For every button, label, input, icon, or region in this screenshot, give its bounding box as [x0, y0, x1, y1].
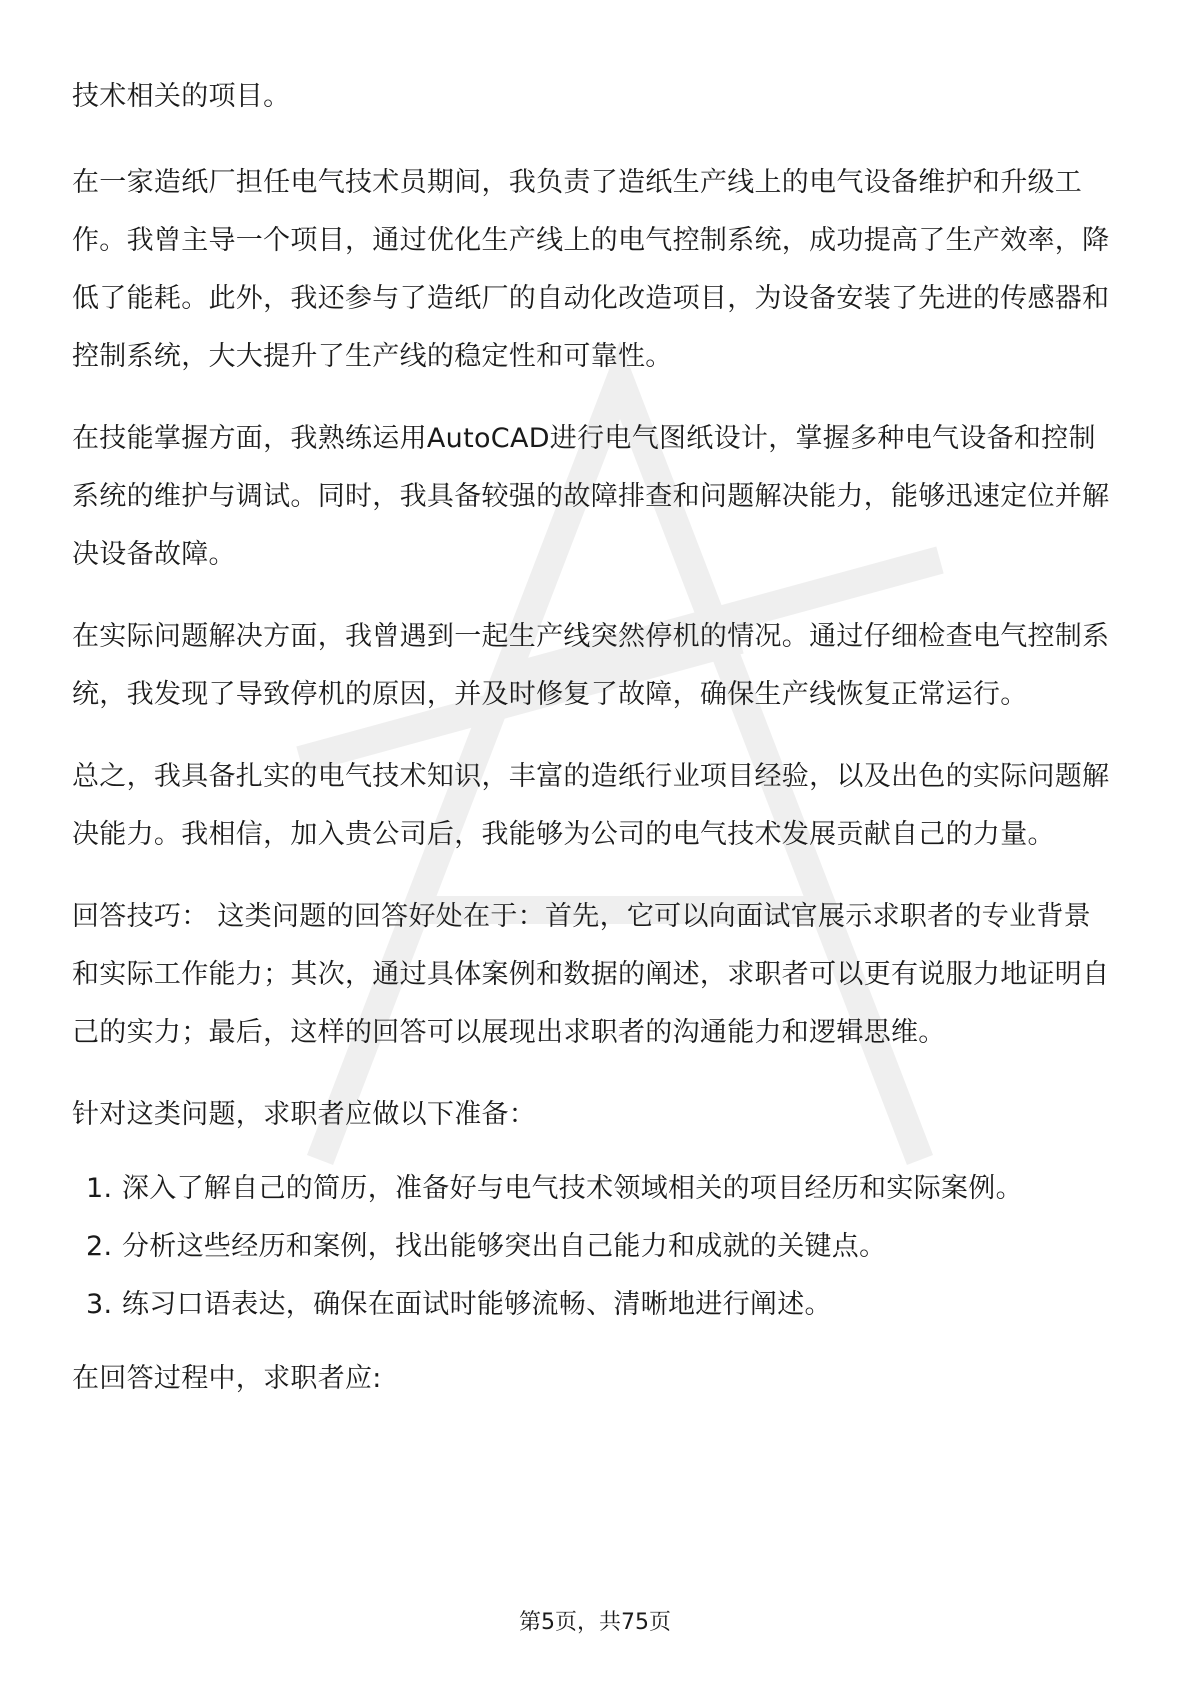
paragraph-5: 总之，我具备扎实的电气技术知识，丰富的造纸行业项目经验，以及出色的实际问题解决能力。我相信，加入贵公司后，我能够为公司的电气技术发展贡献自己的力量。 — [72, 761, 1110, 850]
paragraph-4: 在实际问题解决方面，我曾遇到一起生产线突然停机的情况。通过仔细检查电气控制系统，我发现了导致停机的原因，并及时修复了故障，确保生产线恢复正常运行。 — [72, 621, 1110, 710]
preparation-list — [72, 1160, 1118, 1334]
paragraph-1: 技术相关的项目。 — [72, 81, 291, 112]
list-item — [86, 1218, 1118, 1276]
closing-paragraph: 在回答过程中，求职者应: — [72, 1363, 382, 1394]
paragraph-2: 在一家造纸厂担任电气技术员期间，我负责了造纸生产线上的电气设备维护和升级工作。我曾主导一个项目，通过优化生产线上的电气控制系统，成功提高了生产效率，降低了能耗。此外，我还参与了造纸厂的自动化改造项目，为设备安装了先进的传感器和控制系统，大大提升了生产线的稳定性和可靠性。 — [72, 167, 1110, 372]
list-item-text: 深入了解自己的简历，准备好与电气技术领域相关的项目经历和实际案例。 — [122, 1173, 1023, 1204]
page-number-footer: 第5页，共75页 — [519, 1610, 671, 1635]
paragraph-3: 在技能掌握方面，我熟练运用AutoCAD进行电气图纸设计，掌握多种电气设备和控制系统的维护与调试。同时，我具备较强的故障排查和问题解决能力，能够迅速定位并解决设备故障。 — [72, 423, 1110, 570]
list-item — [86, 1160, 1118, 1218]
list-item-text: 练习口语表达，确保在面试时能够流畅、清晰地进行阐述。 — [122, 1289, 832, 1320]
paragraph-6: 回答技巧： 这类问题的回答好处在于：首先，它可以向面试官展示求职者的专业背景和实际工作能力；其次，通过具体案例和数据的阐述，求职者可以更有说服力地证明自己的实力；最后，这样的回答可以展现出求职者的沟通能力和逻辑思维。 — [72, 901, 1110, 1048]
list-item-number: 1. — [86, 1173, 113, 1204]
list-item-text: 分析这些经历和案例，找出能够突出自己能力和成就的关键点。 — [122, 1231, 887, 1262]
list-item — [86, 1276, 1118, 1334]
document-body — [72, 68, 1118, 1432]
paragraph-7: 针对这类问题，求职者应做以下准备： — [72, 1099, 537, 1130]
list-item-number: 3. — [86, 1289, 113, 1320]
list-item-number: 2. — [86, 1231, 113, 1262]
